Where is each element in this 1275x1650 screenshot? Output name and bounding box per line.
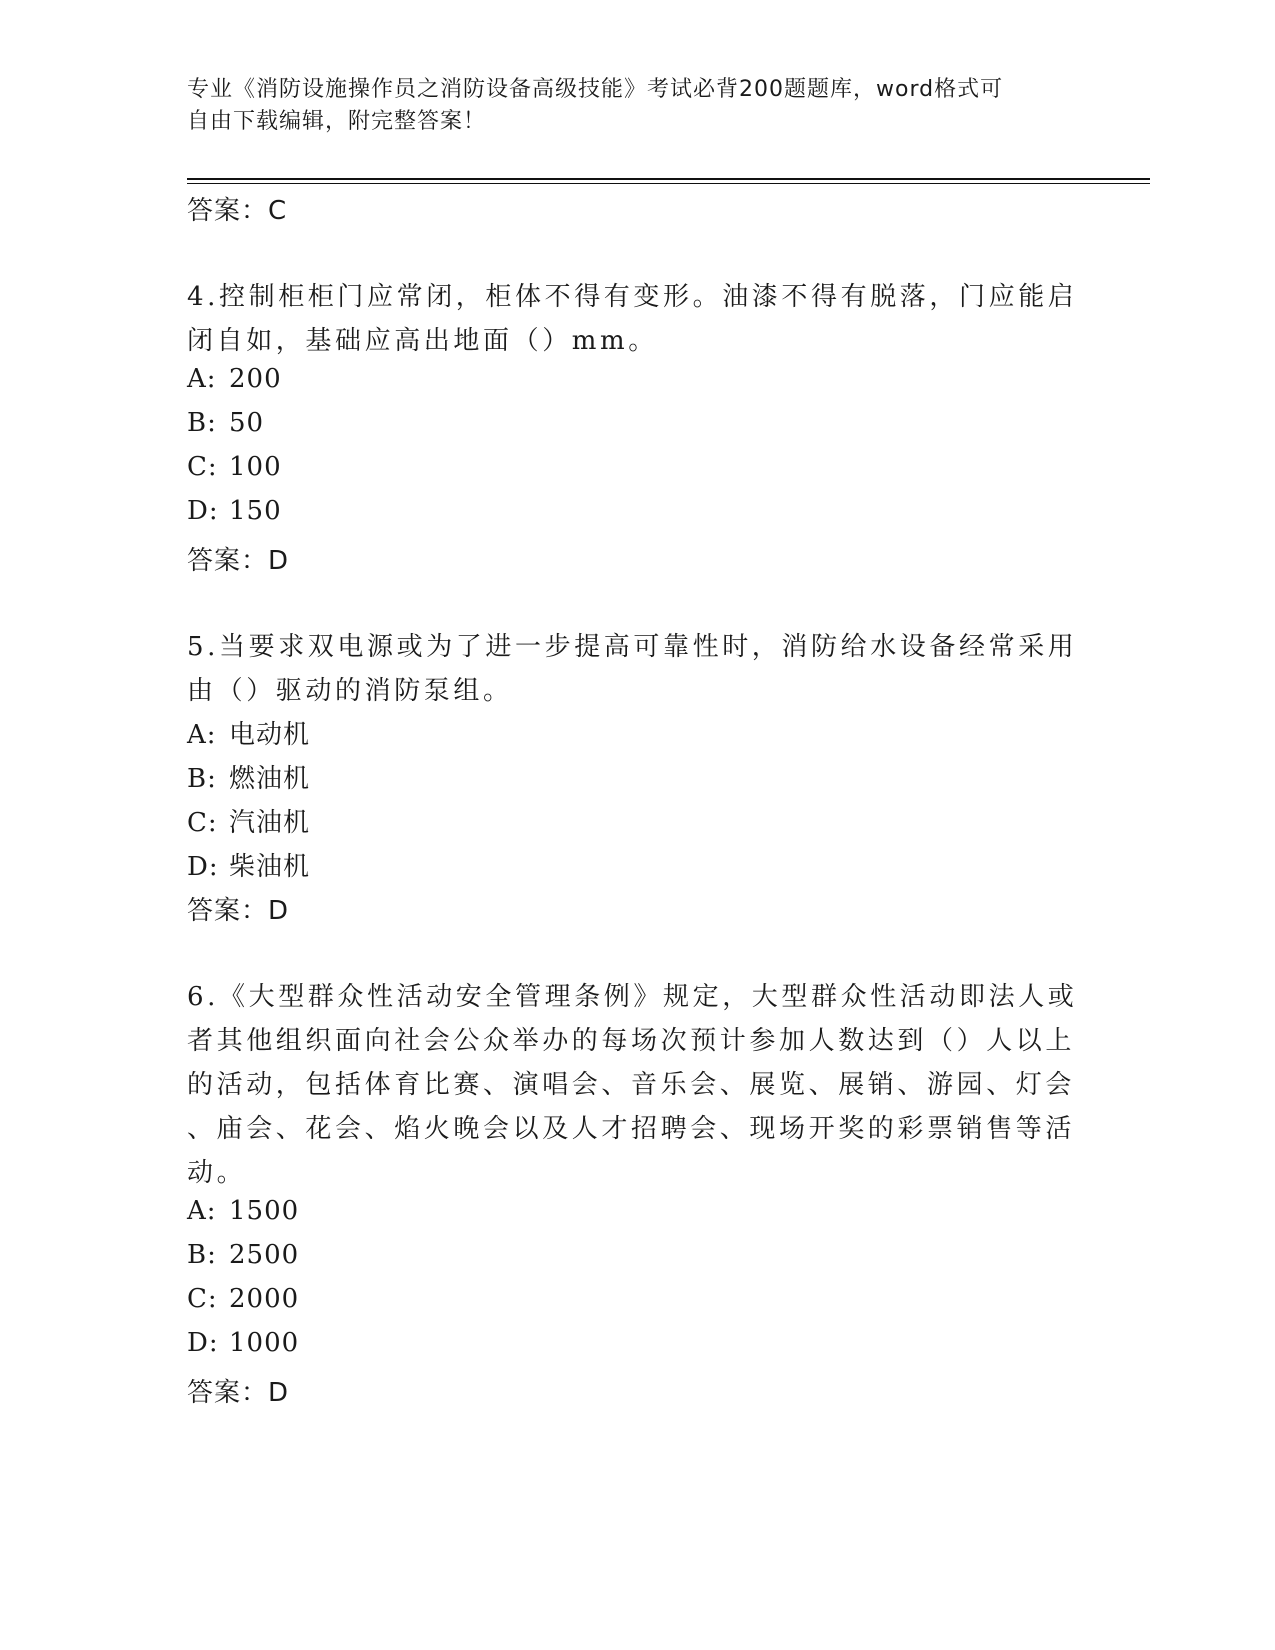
option-c — [187, 452, 282, 482]
option-a — [187, 714, 310, 751]
option-text: 150 — [229, 496, 282, 526]
option-c — [187, 802, 310, 839]
header-rule-thin — [187, 183, 1150, 184]
answer-line: 答案：D — [187, 896, 290, 926]
option-d — [187, 846, 310, 883]
question-text-line: 闭自如，基础应高出地面（）mm。 — [187, 326, 658, 356]
option-text: 1500 — [229, 1196, 300, 1226]
question-text-line: 、庙会、花会、焰火晚会以及人才招聘会、现场开奖的彩票销售等活 — [187, 1114, 1076, 1144]
option-b — [187, 758, 310, 795]
answer-line: 答案：D — [187, 546, 290, 576]
option-text: 柴油机 — [229, 852, 311, 882]
option-text: 50 — [229, 408, 265, 438]
option-b — [187, 1240, 299, 1270]
option-letter: C: — [187, 808, 218, 838]
question-text-line: 的活动，包括体育比赛、演唱会、音乐会、展览、展销、游园、灯会 — [187, 1070, 1076, 1100]
option-text: 燃油机 — [229, 764, 311, 794]
previous-answer: 答案：C — [187, 196, 288, 226]
option-letter: B: — [187, 764, 217, 794]
header-line-1: 专业《消防设施操作员之消防设备高级技能》考试必背200题题库，word格式可 — [187, 77, 1004, 102]
option-d — [187, 1328, 299, 1358]
question-text-line: 5.当要求双电源或为了进一步提高可靠性时，消防给水设备经常采用 — [187, 632, 1078, 662]
option-letter: C: — [187, 1284, 218, 1314]
question-text-line: 动。 — [187, 1158, 247, 1188]
header-rule-thick — [187, 178, 1150, 180]
option-text: 200 — [229, 364, 282, 394]
option-letter: A: — [187, 364, 217, 394]
option-text: 电动机 — [229, 720, 311, 750]
option-c — [187, 1284, 299, 1314]
option-a — [187, 1196, 299, 1226]
question-text-line: 者其他组织面向社会公众举办的每场次预计参加人数达到（）人以上 — [187, 1026, 1076, 1056]
answer-line: 答案：D — [187, 1378, 290, 1408]
option-a — [187, 364, 282, 394]
option-letter: A: — [187, 720, 217, 750]
option-text: 1000 — [229, 1328, 300, 1358]
option-letter: B: — [187, 408, 217, 438]
question-text-line: 由（）驱动的消防泵组。 — [187, 676, 513, 706]
question-text-line: 4.控制柜柜门应常闭，柜体不得有变形。油漆不得有脱落，门应能启 — [187, 282, 1078, 312]
option-text: 100 — [229, 452, 282, 482]
option-letter: A: — [187, 1196, 217, 1226]
header-line-2: 自由下载编辑，附完整答案！ — [187, 109, 487, 134]
option-d — [187, 496, 282, 526]
option-letter: D: — [187, 496, 219, 526]
option-text: 2000 — [229, 1284, 300, 1314]
option-text: 汽油机 — [229, 808, 311, 838]
option-b — [187, 408, 264, 438]
document-header — [187, 74, 1067, 138]
option-letter: B: — [187, 1240, 217, 1270]
option-text: 2500 — [229, 1240, 300, 1270]
option-letter: D: — [187, 852, 219, 882]
option-letter: C: — [187, 452, 218, 482]
option-letter: D: — [187, 1328, 219, 1358]
question-text-line: 6.《大型群众性活动安全管理条例》规定，大型群众性活动即法人或 — [187, 982, 1078, 1012]
